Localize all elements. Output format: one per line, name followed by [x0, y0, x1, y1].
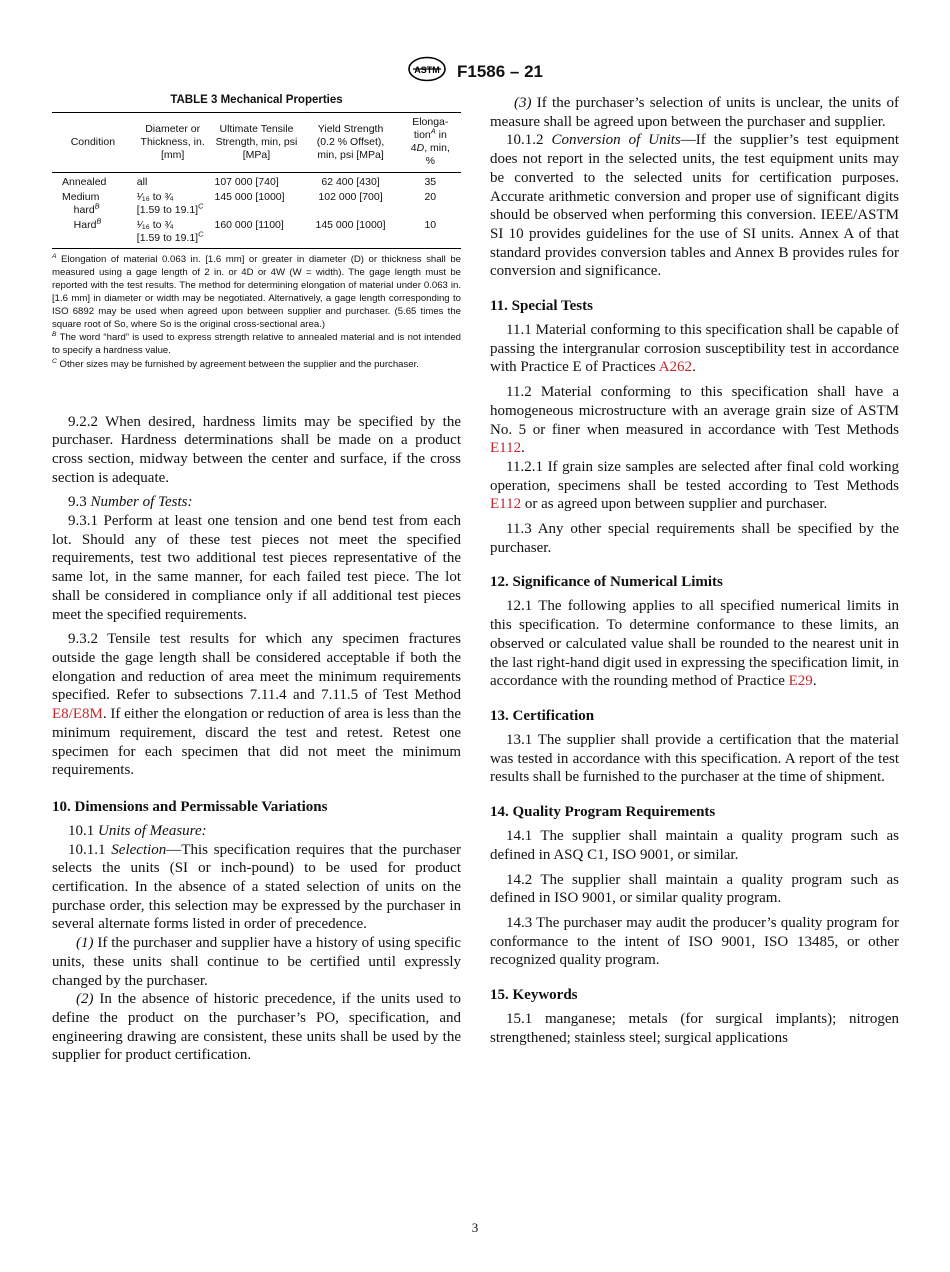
cell-diameter: all — [136, 175, 148, 188]
col-diameter: Diameter or Thickness, in. [mm] — [134, 113, 212, 173]
cell-condition: Medium hard$^B$ — [62, 190, 100, 216]
para-10-1: 10.1 Units of Measure: — [68, 822, 207, 839]
cell-diameter: ¹⁄₁₆ to ¾ [1.59 to 19.1]$^C$ — [136, 190, 204, 216]
cell-diameter: ¹⁄₁₆ to ¾ [1.59 to 19.1]$^C$ — [134, 218, 212, 249]
para-10-1-1: 10.1.1 Selection—This specification requires that the purchaser selects the units (SI or inch-pound) to be used for product certification. In the absence of a stated selection of units on the purchase order, this selection may be expressed by the purchaser in several alternate forms listed in order of precedence. — [52, 841, 461, 933]
cell-condition: Hard$^B$ — [52, 218, 134, 249]
link-a262[interactable]: A262 — [658, 359, 693, 376]
para-10-1-1-2: (2) In the absence of historic precedence, if the units used to define the product on the purchaser’s PO, specification, and engineering drawing are consistent, these units shall be used by the supplier for product certification. — [52, 991, 461, 1064]
link-e8[interactable]: E8/E8M — [52, 706, 103, 723]
cell-yield: 102 000 [700] — [318, 190, 383, 203]
para-14-3: 14.3 The purchaser may audit the producer’s quality program for conformance to the intent of ISO 9001, ISO 13485, or other recognized quality program. — [490, 914, 899, 969]
para-10-1-2: 10.1.2 Conversion of Units—If the supplier’s test equipment does not report in the selected units, the test equipment units may be converted to the selected units for certification purposes. Accurate arithmetic conversion and proper use of significant digits should be observed when performing this conversion. IEEE/ASTM SI 10 provides guidelines for the use of SI units. Annex A of that standard provides conversion tables and Annex B provides rules for conversion and significance. — [490, 132, 899, 280]
svg-text:ASTM: ASTM — [414, 65, 440, 75]
col-yield: Yield Strength (0.2 % Offset), min, psi [MPa] — [301, 113, 399, 173]
link-e112[interactable]: E112 — [490, 440, 522, 457]
cell-condition: Annealed — [62, 175, 107, 188]
cell-elongation: 20 — [424, 190, 437, 203]
section-10-heading: 10. Dimensions and Permissable Variations — [52, 798, 328, 815]
para-11-2-1: 11.2.1 If grain size samples are selected after final cold working operation, specimens shall be tested according to Test Methods E112 or as agreed upon between supplier and purchaser. — [490, 458, 899, 513]
para-14-2: 14.2 The supplier shall maintain a quality program such as defined in ISO 9001, or similar quality program. — [490, 871, 899, 907]
left-column — [52, 94, 461, 1065]
cell-yield: 145 000 [1000] — [301, 218, 399, 249]
table-row — [52, 172, 461, 190]
section-15-heading: 15. Keywords — [490, 987, 578, 1004]
col-elongation: Elonga- tion$^A$ in 4D, min, % — [400, 113, 461, 173]
para-11-3: 11.3 Any other special requirements shall be specified by the purchaser. — [490, 521, 899, 556]
section-12-heading: 12. Significance of Numerical Limits — [490, 574, 723, 591]
cell-yield: 62 400 [430] — [321, 175, 380, 188]
link-e112-2[interactable]: E112 — [490, 496, 522, 513]
table-row — [52, 218, 461, 249]
cell-elongation: 35 — [424, 175, 437, 188]
col-tensile: Ultimate Tensile Strength, min, psi [MPa] — [212, 113, 302, 173]
page-number: 3 — [471, 1220, 479, 1235]
para-10-1-1-1: (1) If the purchaser and supplier have a history of using specific units, these units shall continue to be certified until expressly changed by the purchaser. — [52, 935, 461, 989]
para-11-2: 11.2 Material conforming to this specification shall have a homogeneous microstructure with an average grain size of ASTM No. 5 or finer when measured in accordance with Test Methods E112. — [490, 384, 899, 457]
table-footnotes — [52, 253, 461, 370]
link-e29[interactable]: E29 — [788, 673, 813, 690]
cell-tensile: 107 000 [740] — [214, 175, 279, 188]
para-9-3-2: 9.3.2 Tensile test results for which any specimen fractures outside the gage length shall be considered acceptable if both the elongation and reduction of area meet the minimum requirements specified. Refer to subsections 7.11.4 and 7.11.5 of Test Method E8/E8M. If either the elongation or reduction of area is less than the minimum requirement, discard the test and retest. Retest one specimen for each specimen that did not meet the minimum requirements. — [52, 631, 461, 779]
section-13-heading: 13. Certification — [490, 707, 595, 724]
designation: F1586 – 21 — [456, 61, 543, 81]
para-11-1: 11.1 Material conforming to this specification shall be capable of passing the intergranular corrosion susceptibility test in accordance with Practice E of Practices A262. — [490, 322, 899, 376]
right-column — [490, 94, 899, 1047]
footnote-a: $^A$ Elongation of material 0.063 in. [1.6 mm] or greater in diameter (D) or thickness shall be measured using a gage length of 2 in. or 4D or 4W (W = width). The gage length must be reported with the test results. The method for determining elongation of material under 0.063 in. [1.6 mm] in diameter or width may be negotiated. Alternatively, a gage length corresponding to ISO 6892 may be used when agreed upon between supplier and purchaser. (5.65 times the square root of So, where So is the original cross-sectional area.) — [52, 252, 462, 331]
para-9-3-1: 9.3.1 Perform at least one tension and one bend test from each lot. Should any of these test pieces not meet the specified requirements, test two additional test pieces representative of the same lot, in the same manner, for each failed test piece. The lot shall be considered in compliance only if all additional test pieces meet the specified requirements. — [52, 513, 461, 623]
cell-tensile: 160 000 [1100] — [212, 218, 302, 249]
table-caption: TABLE 3 Mechanical Properties — [170, 94, 343, 106]
section-14-heading: 14. Quality Program Requirements — [490, 804, 716, 821]
para-13-1: 13.1 The supplier shall provide a certification that the material was tested in accordance with this specification. A report of the test results shall be furnished to the purchaser at the time of shipment. — [490, 731, 899, 786]
para-14-1: 14.1 The supplier shall maintain a quality program such as defined in ASQ C1, ISO 9001, or similar. — [490, 828, 899, 863]
para-10-1-1-3: (3) If the purchaser’s selection of units is unclear, the units of measure shall be agreed upon between the purchaser and supplier. — [490, 95, 899, 130]
cell-elongation: 10 — [400, 218, 461, 249]
para-12-1: 12.1 The following applies to all specified numerical limits in this specification. To determine conformance to these limits, an observed or calculated value shall be rounded to the nearest unit in the last right-hand digit used in expressing the specification limit, in accordance with the rounding method of Practice E29. — [490, 598, 899, 690]
para-9-2-2: 9.2.2 When desired, hardness limits may be specified by the purchaser. Hardness determinations shall be made on a product cross section, midway between the center and surface, if the cross section is adequate. — [52, 413, 461, 486]
section-11-heading: 11. Special Tests — [490, 298, 593, 315]
para-15-1: 15.1 manganese; metals (for surgical implants); nitrogen strengthened; stainless steel; surgical applications — [490, 1011, 899, 1046]
footnote-b: $^B$ The word “hard” is used to express strength relative to annealed material and is not intended to specify a hardness value. — [52, 331, 461, 357]
astm-logo-icon — [407, 56, 447, 87]
mechanical-properties-table — [52, 112, 461, 249]
table-row — [52, 190, 461, 218]
para-9-3: 9.3 Number of Tests: — [68, 494, 193, 511]
page-header — [0, 56, 950, 87]
footnote-c: $^C$ Other sizes may be furnished by agreement between the supplier and the purchaser. — [52, 357, 419, 370]
cell-tensile: 145 000 [1000] — [214, 190, 285, 203]
col-condition: Condition — [52, 113, 134, 173]
